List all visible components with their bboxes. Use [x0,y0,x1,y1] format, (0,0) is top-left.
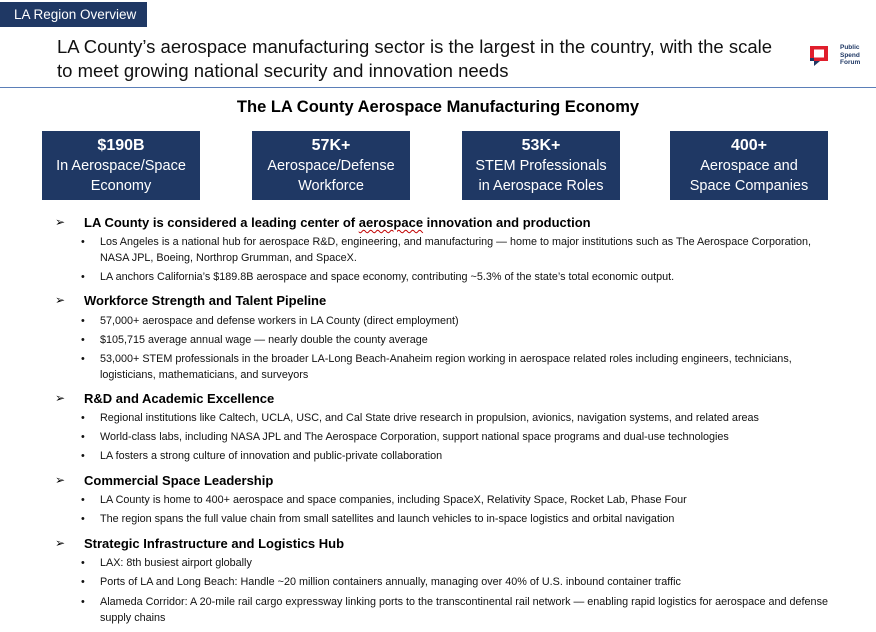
header-divider [0,87,876,88]
bullet-item: • The region spans the full value chain from small satellites and launch vehicles to in-space logistics and orbital navigation [81,513,675,525]
stat-value: 400+ [730,137,768,154]
bullet-item: • Los Angeles is a national hub for aerospace R&D, engineering, and manufacturing — home to major institutions such as The Aerospace Corporation, NASA JPL, Boeing, Northrop Grumman, and SpaceX. [81,236,812,264]
stat-label: Aerospace/Defense [267,158,395,174]
stat-value: 53K+ [521,137,561,154]
stat-label: In Aerospace/Space [56,158,186,174]
region-tag: LA Region Overview [0,2,147,27]
bullet-item: • LA anchors California’s $189.8B aerospace and space economy, contributing ~5.3% of the state’s total economic output. [81,271,675,283]
bullet-item: • Ports of LA and Long Beach: Handle ~20 million containers annually, managing over 40% of U.S. inbound container traffic [81,576,681,588]
bullet-item: • 57,000+ aerospace and defense workers in LA County (direct employment) [81,315,459,327]
stat-card-workforce [252,131,410,200]
section-title: The LA County Aerospace Manufacturing Economy [236,98,640,116]
bullet-item: • $105,715 average annual wage — nearly double the county average [81,334,428,346]
stat-value: $190B [97,137,145,154]
stat-value: 57K+ [311,137,351,154]
arrow-bullet-icon: ➢ [55,391,66,405]
speech-bubble-icon [809,45,831,67]
arrow-bullet-icon: ➢ [55,293,66,307]
slide-headline: LA County’s aerospace manufacturing sector is the largest in the country, with the scale to meet growing national security and innovation needs [57,36,773,81]
bullet-item: • LAX: 8th busiest airport globally [81,557,252,569]
stat-label: Space Companies [689,178,809,194]
bullet-item: • Regional institutions like Caltech, UCLA, USC, and Cal State drive research in propulsion, avionics, navigation systems, and related areas [81,412,759,424]
bullet-item: • LA County is home to 400+ aerospace and space companies, including SpaceX, Relativity Space, Rocket Lab, Phase Four [81,494,687,506]
bullet-item: • 53,000+ STEM professionals in the broader LA-Long Beach-Anaheim region working in aerospace related roles including engineers, technicians, logisticians, mathematicians, and surveyors [81,353,792,381]
stat-card-stem [462,131,620,200]
arrow-bullet-icon: ➢ [55,536,66,550]
stat-card-economy [42,131,200,200]
stat-label: Aerospace and [700,158,798,174]
stat-label: STEM Professionals [475,158,607,174]
stat-label: Workforce [298,178,364,194]
stat-label: Economy [90,178,152,194]
arrow-bullet-icon: ➢ [55,215,66,229]
logo-wordmark: Public Spend Forum [840,44,861,66]
stat-card-companies [670,131,828,200]
bullet-item: • Alameda Corridor: A 20-mile rail cargo expressway linking ports to the transcontinental rail network — enabling rapid logistics for aerospace and defense supply chains [81,596,828,624]
spellcheck-flag: aerospace [358,215,424,230]
bullet-item: • LA fosters a strong culture of innovation and public-private collaboration [81,450,443,462]
public-spend-forum-logo [807,43,867,69]
arrow-bullet-icon: ➢ [55,473,66,487]
bullet-item: • World-class labs, including NASA JPL and The Aerospace Corporation, support national space programs and dual-use technologies [81,431,729,443]
stat-label: in Aerospace Roles [478,178,604,194]
